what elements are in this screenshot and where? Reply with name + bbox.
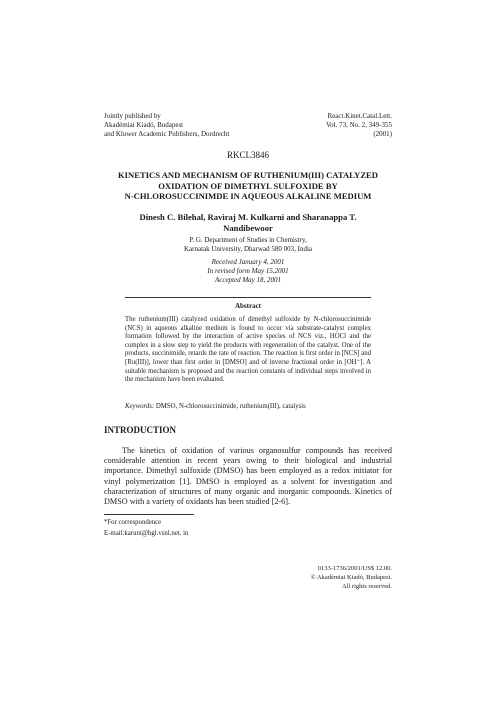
authors-line: Nandibewoor	[223, 222, 273, 233]
footnote-divider	[104, 514, 194, 515]
authors	[104, 212, 392, 233]
abstract-heading: Abstract	[234, 302, 262, 310]
abstract-text: The ruthenium(III) catalyzed oxidation of dimethyl sulfoxide by N-chlorosuccinimide (NCS) in aqueous alkaline medium is found to occur via substrate-catalyst complex formation followed by the interaction of active species of NCS viz., HOCl and the complex in a slow step to yield the products with regeneration of the catalyst. One of the products, succinimide, retards the rate of reaction. The reaction is first order in [NCS] and [Ru(III)], lower than first order in [DMSO] and of inverse fractional order in [OH⁻]. A suitable mechanism is proposed and the reaction constants of individual steps involved in the mechanism have been evaluated.	[125, 316, 371, 384]
journal-line: (2001)	[373, 130, 392, 138]
affiliation	[104, 236, 392, 254]
submission-dates	[104, 258, 392, 285]
footnote-email: E-mail:karuni@bgl.vsnl.net. in	[104, 530, 189, 537]
publisher-line: Jointly published by	[104, 112, 161, 120]
date-line: Received January 4, 2001	[211, 258, 285, 266]
copyright-line: © Akadémiai Kiadó, Budapest.	[310, 574, 392, 581]
section-heading: INTRODUCTION	[104, 425, 177, 435]
article-code: RKCL3846	[226, 150, 269, 160]
publisher-info	[104, 112, 229, 139]
title-line: KINETICS AND MECHANISM OF RUTHENIUM(III) CATALYZED	[118, 170, 378, 180]
publisher-line: Akadémiai Kiadó, Budapest	[104, 121, 184, 129]
journal-info	[326, 112, 392, 139]
footnote-line: *For correspondence	[104, 519, 162, 526]
journal-line: Vol. 73, No. 2, 349-355	[326, 121, 392, 129]
title-line: OXIDATION OF DIMETHYL SULFOXIDE BY	[158, 180, 338, 191]
copyright-notice	[311, 564, 392, 591]
keywords-text: DMSO, N-chlorosuccinimide, ruthenium(III), catalysis	[154, 403, 306, 410]
authors-line: Dinesh C. Bilehal, Raviraj M. Kulkarni and Sharanappa T.	[139, 212, 357, 222]
keywords	[125, 403, 371, 412]
paper-title	[104, 170, 392, 202]
keywords-label: Keywords:	[125, 403, 155, 410]
copyright-line: All rights reserved.	[341, 583, 392, 590]
copyright-line: 0133-1736/2001/US$ 12.00.	[317, 565, 392, 572]
affiliation-line: P. G. Department of Studies in Chemistry,	[189, 236, 307, 244]
abstract-divider	[125, 297, 371, 298]
title-line: N-CHLOROSUCCINIMDE IN AQUEOUS ALKALINE MEDIUM	[124, 191, 372, 201]
publisher-line: and Kluwer Academic Publishers, Dordrecht	[104, 130, 230, 138]
affiliation-line: Karnatak University, Dharwad 580 003, India	[183, 245, 313, 253]
introduction-paragraph: The kinetics of oxidation of various organosulfur compounds has received considerable attention in recent years owing to their biological and industrial importance. Dimethyl sulfoxide (DMSO) has been employed as a redox initiator for vinyl polymerization [1]. DMSO is employed as a solvent for investigation and characterization of structures of many organic and inorganic compounds. Kinetics of DMSO with a variety of oxidants has been studied [2-6].	[104, 446, 392, 507]
date-line: In revised form May 15,2001	[207, 267, 289, 275]
journal-line: React.Kinet.Catal.Lett.	[327, 112, 392, 120]
footnote	[104, 517, 188, 539]
date-line: Accepted May 18, 2001	[214, 276, 282, 284]
